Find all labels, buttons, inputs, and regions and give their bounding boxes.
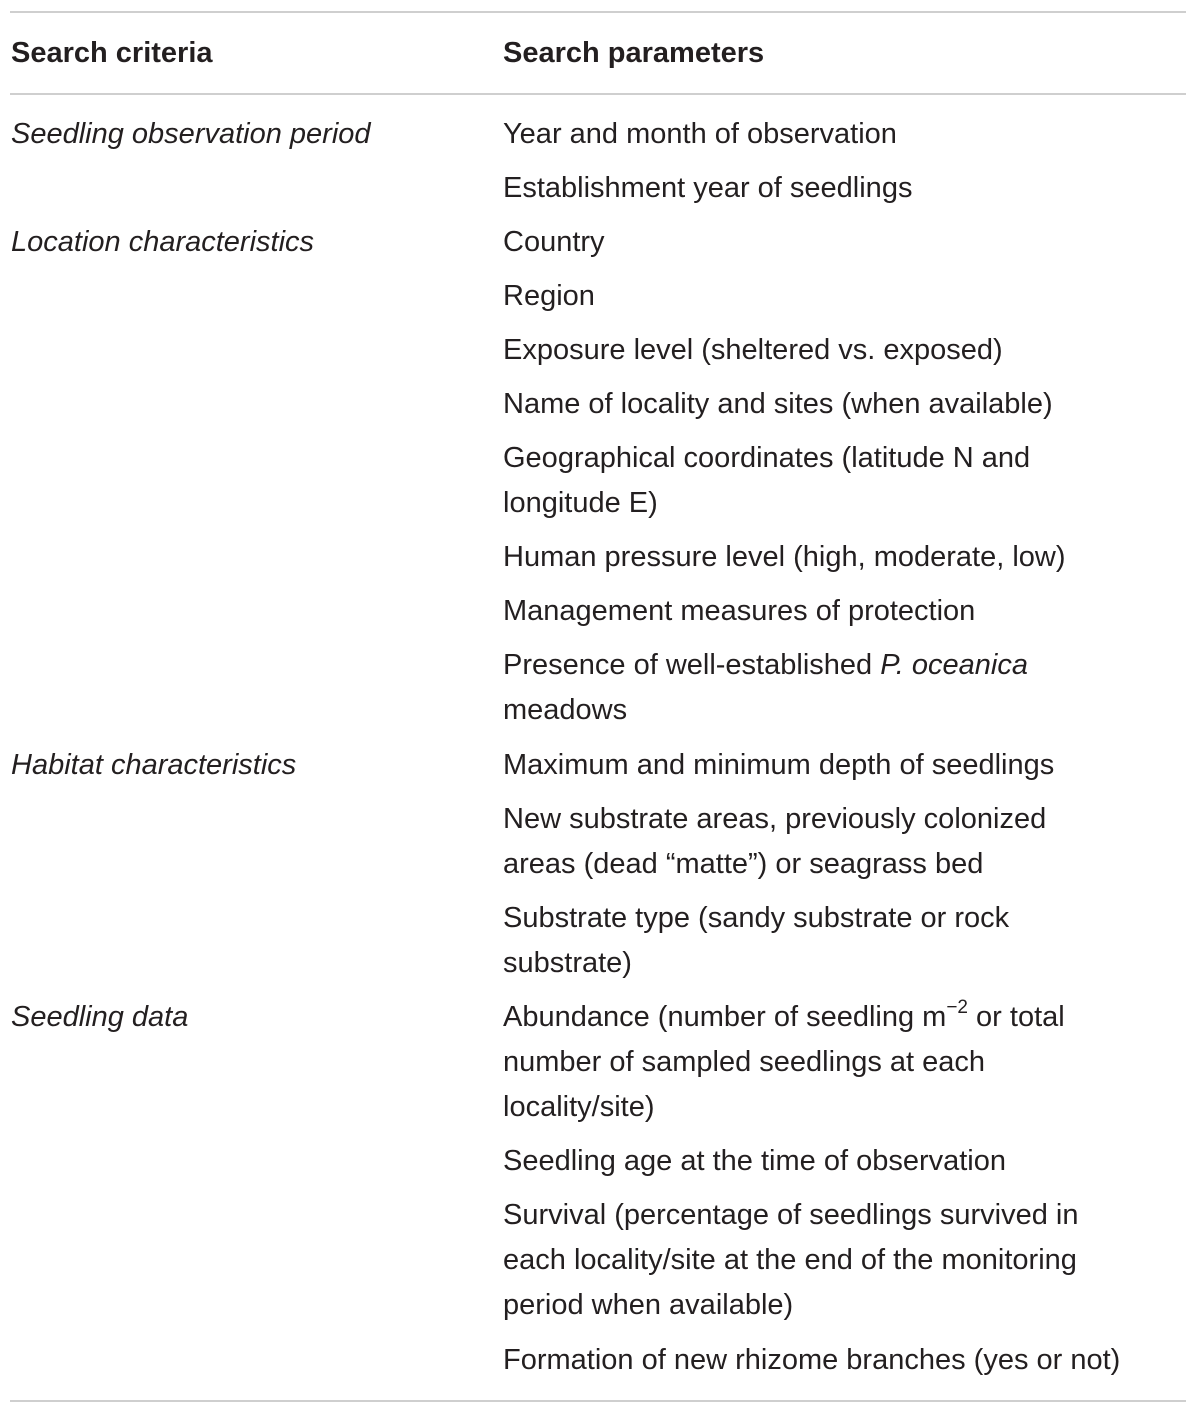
param-survival: Survival (percentage of seedlings survived in each locality/site at the end of the monitoring period when available) (503, 1199, 1079, 1321)
param-presence-meadows: Presence of well-established P. oceanica meadows (503, 649, 1029, 726)
criteria-seedling-data: Seedling data (11, 1001, 189, 1033)
param-year-month: Year and month of observation (503, 118, 897, 150)
param-exposure-level: Exposure level (sheltered vs. exposed) (503, 334, 1003, 366)
param-depth: Maximum and minimum depth of seedlings (503, 749, 1055, 781)
header-search-criteria: Search criteria (11, 37, 213, 69)
species-name: P. oceanica (880, 649, 1029, 681)
criteria-observation-period: Seedling observation period (11, 118, 371, 150)
param-substrate-areas: New substrate areas, previously colonized areas (dead “matte”) or seagrass bed (503, 803, 1047, 880)
table-top-rule (10, 11, 1186, 13)
param-region: Region (503, 280, 595, 312)
param-human-pressure: Human pressure level (high, moderate, low) (503, 541, 1066, 573)
table-bottom-rule (10, 1400, 1186, 1402)
header-search-parameters: Search parameters (503, 37, 765, 69)
param-substrate-type: Substrate type (sandy substrate or rock substrate) (503, 902, 1010, 979)
criteria-habitat: Habitat characteristics (11, 749, 297, 781)
param-establishment-year: Establishment year of seedlings (503, 172, 913, 204)
param-geo-coordinates: Geographical coordinates (latitude N and longitude E) (503, 442, 1031, 519)
criteria-location: Location characteristics (11, 226, 315, 258)
param-locality-name: Name of locality and sites (when available) (503, 388, 1053, 420)
param-abundance: Abundance (number of seedling $m^{-2}$ or total number of sampled seedlings at each locality/site) (503, 997, 1065, 1123)
param-country: Country (503, 226, 605, 258)
param-rhizome-branches: Formation of new rhizome branches (yes or not) (503, 1344, 1121, 1376)
param-management-measures: Management measures of protection (503, 595, 976, 627)
param-seedling-age: Seedling age at the time of observation (503, 1145, 1006, 1177)
header-rule (10, 93, 1186, 95)
